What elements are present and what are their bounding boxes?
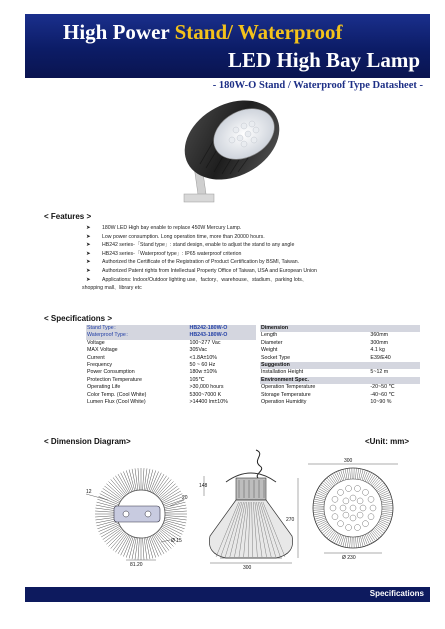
feature-item xyxy=(86,233,406,242)
spec-value: 50 ~ 60 Hz xyxy=(189,362,216,369)
bullet-arrow-icon: ➤ xyxy=(86,233,91,240)
spec-label: Length xyxy=(261,332,278,339)
header-title xyxy=(63,20,342,45)
unit-label: <Unit: mm> xyxy=(364,437,409,446)
spec-label: Stand Type： xyxy=(86,325,189,332)
spec-value: HB242-180W-O xyxy=(189,325,257,332)
feature-item xyxy=(86,267,406,276)
spec-row xyxy=(86,384,256,391)
feature-item xyxy=(86,224,406,233)
spec-label: Operation Humidity xyxy=(261,399,307,406)
feature-text: 180W LED High bay enable to replace 450W Mercury Lamp. xyxy=(102,225,242,231)
spec-label: Weight xyxy=(261,347,278,354)
spec-label: Environment Spec. xyxy=(260,377,369,384)
spec-value: -20~50 ℃ xyxy=(370,384,395,391)
feature-item xyxy=(86,276,406,285)
feature-item xyxy=(86,258,406,267)
spec-row xyxy=(86,399,256,406)
feature-item xyxy=(86,250,406,259)
bullet-arrow-icon: ➤ xyxy=(86,267,91,274)
dim-label-81-20: 81.20 xyxy=(130,562,143,568)
bullet-arrow-icon: ➤ xyxy=(86,242,91,249)
spec-label: Color Temp. (Cool White) xyxy=(87,391,147,398)
dim-label-300-front: 300 xyxy=(344,458,353,464)
spec-value: 5~12 m xyxy=(370,369,389,376)
spec-row xyxy=(86,347,256,354)
bullet-arrow-icon: ➤ xyxy=(86,250,91,257)
spec-value: 5300~7000 K xyxy=(189,391,222,398)
spec-label: Diameter xyxy=(261,339,283,346)
dimension-side-view-drawing xyxy=(196,446,306,572)
spec-row xyxy=(86,392,256,399)
spec-row xyxy=(86,369,256,376)
bullet-arrow-icon: ➤ xyxy=(86,259,91,266)
dim-label-diameter-15: Ø 15 xyxy=(171,538,182,544)
spec-label: Suggestion xyxy=(260,362,369,369)
spec-row xyxy=(260,332,420,339)
feature-text: Applications: Indoor/Outdoor lighting use、factory、warehouse、stadium、parking lots、 xyxy=(102,276,308,283)
header-banner xyxy=(25,14,430,78)
feature-text: HB243 series-「Waterproof type」: IP65 waterproof criterion xyxy=(102,250,242,257)
spec-row xyxy=(86,332,256,339)
spec-label: MAX Voltage xyxy=(87,347,118,354)
feature-text: Authorized the Certificate of the Registration of Product Certification by BSMI, Taiwan. xyxy=(102,259,300,266)
footer-bar xyxy=(25,587,430,602)
spec-value: >30,000 hours xyxy=(189,384,224,391)
spec-row xyxy=(86,377,256,384)
feature-item xyxy=(86,241,406,250)
spec-label: Power Consumption xyxy=(87,369,135,376)
dim-label-diameter-230: Ø 230 xyxy=(342,555,356,560)
spec-row xyxy=(260,355,420,362)
dimension-heading: < Dimension Diagram> xyxy=(44,437,131,446)
spec-value: 4.1 kg xyxy=(370,347,385,354)
spec-label: Lumen Flux (Cool White) xyxy=(87,399,146,406)
header-title-line2: LED High Bay Lamp xyxy=(228,48,420,72)
spec-label: Protection Temperature xyxy=(87,376,142,383)
feature-text: HB242 series-「Stand type」: stand design, enable to adjust the stand to any angle xyxy=(102,242,295,249)
spec-value: 300mm xyxy=(370,339,389,346)
feature-text: Low power consumption. Long operation time, more than 20000 hours. xyxy=(102,233,265,240)
spec-value xyxy=(369,325,420,332)
spec-row xyxy=(260,392,420,399)
spec-value: 105℃ xyxy=(189,376,205,383)
product-photo xyxy=(170,94,290,219)
spec-row xyxy=(260,362,420,369)
dim-label-12: 12 xyxy=(86,489,92,495)
spec-label: Waterproof Type： xyxy=(86,332,189,339)
spec-label: Frequency xyxy=(87,362,113,369)
bullet-arrow-icon: ➤ xyxy=(86,276,91,283)
dim-label-270: 270 xyxy=(286,517,295,523)
spec-row xyxy=(260,325,420,332)
spec-value: <1.8A±10% xyxy=(189,354,217,361)
features-list xyxy=(82,224,406,293)
spec-label: Installation Height xyxy=(261,369,304,376)
bullet-arrow-icon: ➤ xyxy=(86,225,91,231)
spec-table-electrical xyxy=(86,325,256,406)
spec-value: E39/E40 xyxy=(370,354,391,361)
dimension-front-view-drawing xyxy=(304,456,404,560)
dimension-top-view-drawing xyxy=(86,456,196,574)
footer-label: Specifications xyxy=(369,589,424,598)
spec-row xyxy=(260,377,420,384)
dim-label-148: 148 xyxy=(199,483,208,489)
spec-row xyxy=(86,362,256,369)
spec-value: HB243-180W-O xyxy=(189,332,257,339)
spec-value xyxy=(369,362,420,369)
spec-value: -40~60 ℃ xyxy=(370,391,395,398)
spec-value: >14400 lm±10% xyxy=(189,399,228,406)
feature-text: shopping mall、library etc xyxy=(82,285,142,292)
title-accent: Stand/ Waterproof xyxy=(174,20,343,44)
spec-value: 305Vac xyxy=(189,347,208,354)
spec-row xyxy=(260,384,420,391)
spec-row xyxy=(260,369,420,376)
datasheet-subtitle: - 180W-O Stand / Waterproof Type Datasheet - xyxy=(212,80,423,91)
spec-value: 10~90 % xyxy=(370,399,392,406)
feature-item xyxy=(82,284,406,293)
dim-label-20: 20 xyxy=(182,495,188,501)
spec-label: Operating Life xyxy=(87,384,121,391)
spec-label: Socket Type xyxy=(261,354,291,361)
spec-row xyxy=(260,399,420,406)
spec-row xyxy=(260,347,420,354)
spec-value: 180w ±10% xyxy=(189,369,218,376)
features-heading: < Features > xyxy=(44,212,92,221)
spec-value: 100~277 Vac xyxy=(189,339,221,346)
spec-value: 360mm xyxy=(370,332,389,339)
spec-label: Voltage xyxy=(87,339,105,346)
spec-row xyxy=(86,340,256,347)
spec-row xyxy=(86,355,256,362)
spec-label: Operation Temperature xyxy=(261,384,316,391)
spec-label: Dimension xyxy=(260,325,369,332)
spec-row xyxy=(86,325,256,332)
spec-row xyxy=(260,340,420,347)
feature-text: Authorized Patent rights from Intellectual Property Office of Taiwan, USA and European Union xyxy=(102,267,317,274)
spec-value xyxy=(369,377,420,384)
spec-label: Current xyxy=(87,354,105,361)
dim-label-300-side: 300 xyxy=(243,565,252,571)
title-part1: High Power xyxy=(63,20,175,44)
specifications-heading: < Specifications > xyxy=(44,314,113,323)
spec-label: Storage Temperature xyxy=(261,391,311,398)
spec-table-dimension xyxy=(260,325,420,406)
